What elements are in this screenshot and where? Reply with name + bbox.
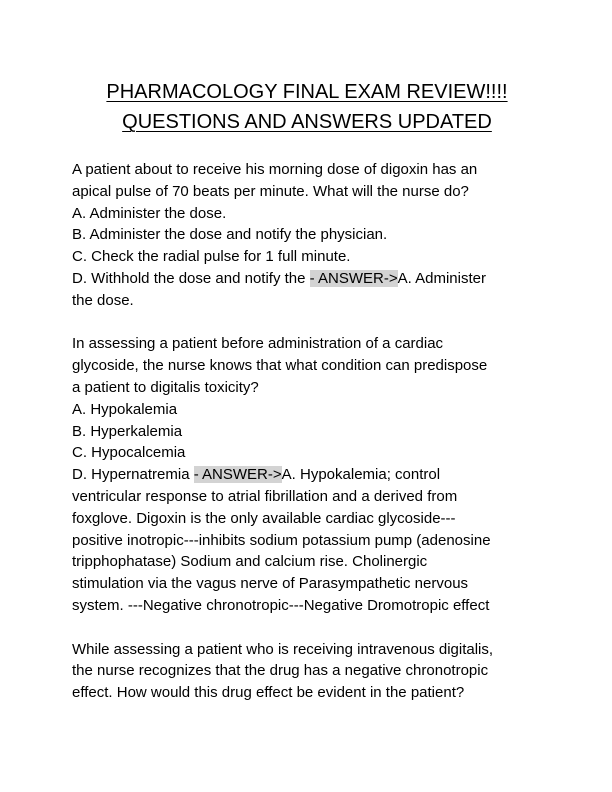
option-d: D. Withhold the dose and notify the xyxy=(72,269,310,287)
question-text-line: effect. How would this drug effect be evident in the patient? xyxy=(72,684,465,702)
option-a: A. Hypokalemia xyxy=(72,400,178,418)
option-c: C. Check the radial pulse for 1 full minute. xyxy=(72,248,351,266)
question-text-line: the nurse recognizes that the drug has a negative chronotropic xyxy=(72,662,489,680)
answer-text-line: positive inotropic---inhibits sodium potassium pump (adenosine xyxy=(72,531,491,549)
question-text-line: While assessing a patient who is receiving intravenous digitalis, xyxy=(72,640,494,658)
option-a: A. Administer the dose. xyxy=(72,204,227,222)
title-line-1: PHARMACOLOGY FINAL EXAM REVIEW!!!! xyxy=(106,81,508,103)
answer-text-line: system. ---Negative chronotropic---Negative Dromotropic effect xyxy=(72,596,490,614)
answer-text: A. Hypokalemia; control xyxy=(281,466,441,484)
answer-marker: - ANSWER-> xyxy=(309,269,398,287)
question-2 xyxy=(72,333,542,616)
answer-text-line: the dose. xyxy=(72,291,134,309)
answer-marker: - ANSWER-> xyxy=(193,466,282,484)
option-c: C. Hypocalcemia xyxy=(72,444,186,462)
answer-text-line: ventricular response to atrial fibrillation and a derived from xyxy=(72,487,458,505)
answer-text-line: stimulation via the vagus nerve of Parasympathetic nervous xyxy=(72,575,469,593)
question-text-line: apical pulse of 70 beats per minute. What will the nurse do? xyxy=(72,182,469,200)
question-1 xyxy=(72,159,542,312)
answer-text-line: foxglove. Digoxin is the only available cardiac glycoside--- xyxy=(72,509,456,527)
document-title xyxy=(72,77,542,137)
answer-text-line: tripphophatase) Sodium and calcium rise. Cholinergic xyxy=(72,553,428,571)
option-b: B. Administer the dose and notify the physician. xyxy=(72,226,388,244)
title-line-2: QUESTIONS AND ANSWERS UPDATED xyxy=(122,111,492,133)
option-b: B. Hyperkalemia xyxy=(72,422,183,440)
question-text-line: a patient to digitalis toxicity? xyxy=(72,378,259,396)
option-d-line xyxy=(72,268,542,290)
option-d: D. Hypernatremia xyxy=(72,466,194,484)
question-text-line: glycoside, the nurse knows that what condition can predispose xyxy=(72,357,488,375)
question-text-line: In assessing a patient before administration of a cardiac xyxy=(72,335,444,353)
question-3 xyxy=(72,639,542,704)
answer-text: A. Administer xyxy=(397,269,486,287)
question-text-line: A patient about to receive his morning dose of digoxin has an xyxy=(72,161,478,178)
option-d-line xyxy=(72,464,542,486)
